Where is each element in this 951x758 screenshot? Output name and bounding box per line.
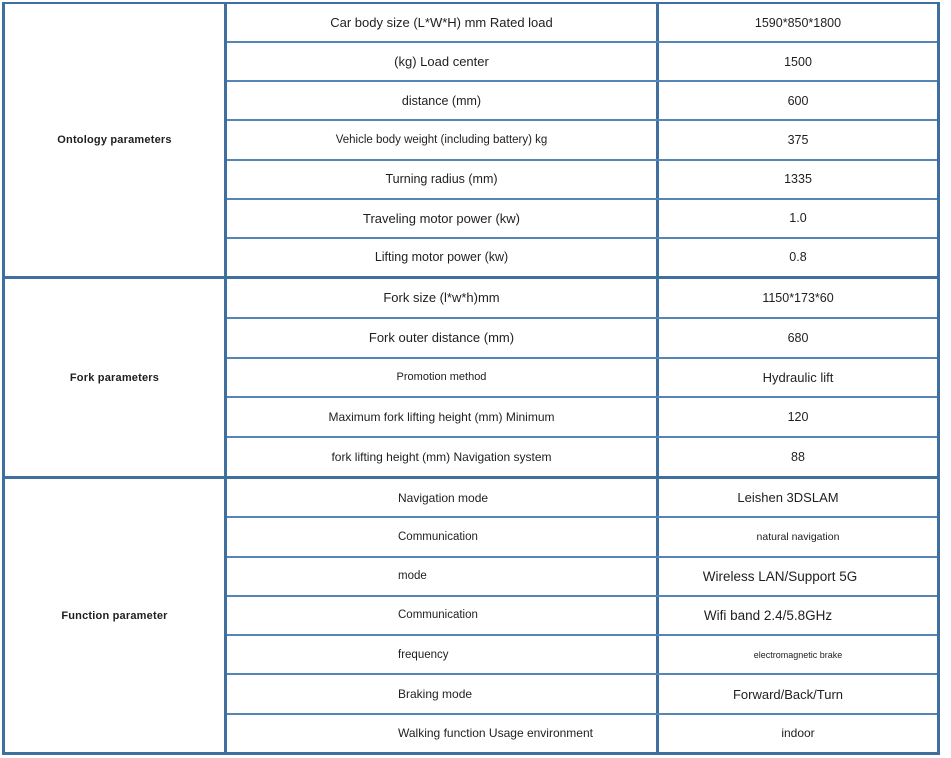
param-label-cell: Communication — [227, 597, 659, 634]
table-row — [227, 715, 937, 752]
param-label-cell: Braking mode — [227, 675, 659, 712]
table-row — [227, 161, 937, 200]
param-value-cell: 1500 — [784, 54, 812, 69]
table-row — [227, 398, 937, 438]
table-row — [227, 675, 937, 714]
table-row — [227, 239, 937, 276]
table-row — [227, 82, 937, 121]
table-row — [227, 200, 937, 239]
param-label-cell: Turning radius (mm) — [227, 161, 659, 198]
param-value-cell: 375 — [787, 132, 809, 147]
table-row — [227, 636, 937, 675]
param-label-cell: fork lifting height (mm) Navigation system — [227, 438, 659, 476]
table-row — [227, 4, 937, 43]
table-row — [227, 558, 937, 597]
param-label-cell: Navigation mode — [227, 479, 659, 516]
table-row — [227, 43, 937, 82]
param-value-cell: Leishen 3DSLAM — [737, 490, 839, 506]
table-row — [227, 438, 937, 476]
param-value-cell: 88 — [791, 450, 805, 465]
param-label-cell: Traveling motor power (kw) — [227, 200, 659, 237]
param-label-cell: (kg) Load center — [227, 43, 659, 80]
param-label-cell: Car body size (L*W*H) mm Rated load — [227, 4, 659, 41]
param-value-cell: Wireless LAN/Support 5G — [702, 568, 858, 584]
section-function — [227, 479, 937, 752]
spec-table — [2, 2, 940, 755]
table-row — [227, 121, 937, 160]
param-label-cell: Promotion method — [227, 359, 659, 397]
param-value-cell: 1.0 — [789, 211, 807, 226]
param-value-cell: electromagnetic brake — [753, 649, 843, 660]
param-label-cell: Fork outer distance (mm) — [227, 319, 659, 357]
param-label-cell: mode — [227, 558, 659, 595]
param-label-cell: Fork size (l*w*h)mm — [227, 279, 659, 317]
table-row — [227, 359, 937, 399]
param-value-cell: 1590*850*1800 — [754, 15, 842, 30]
param-label-cell: distance (mm) — [227, 82, 659, 119]
param-value-cell: 1335 — [784, 172, 812, 187]
param-value-cell: Forward/Back/Turn — [732, 686, 844, 702]
table-row — [227, 479, 937, 518]
section-header-column — [5, 4, 227, 752]
param-value-cell: 600 — [787, 93, 809, 108]
param-value-cell: 120 — [787, 410, 809, 425]
table-row — [227, 597, 937, 636]
parameter-columns — [227, 4, 937, 752]
param-value-cell: Hydraulic lift — [762, 369, 834, 385]
param-value-cell: 1150*173*60 — [762, 290, 834, 305]
table-row — [227, 279, 937, 319]
param-value-cell: indoor — [781, 726, 815, 741]
param-value-cell: 0.8 — [789, 250, 807, 265]
param-label-cell: frequency — [227, 636, 659, 673]
section-header-fork: Fork parameters — [5, 279, 224, 479]
section-fork — [227, 279, 937, 479]
param-label-cell: Communication — [227, 518, 659, 555]
table-row — [227, 518, 937, 557]
param-label-cell: Walking function Usage environment — [227, 715, 659, 752]
param-value-cell: 680 — [787, 330, 809, 345]
param-value-cell: Wifi band 2.4/5.8GHz — [703, 607, 833, 623]
section-ontology — [227, 4, 937, 279]
param-label-cell: Lifting motor power (kw) — [227, 239, 659, 276]
section-header-function: Function parameter — [61, 609, 168, 622]
table-row — [227, 319, 937, 359]
param-value-cell: natural navigation — [756, 530, 840, 543]
section-header-ontology: Ontology parameters — [5, 4, 224, 279]
param-label-cell: Maximum fork lifting height (mm) Minimum — [227, 398, 659, 436]
param-label-cell: Vehicle body weight (including battery) kg — [227, 121, 659, 158]
